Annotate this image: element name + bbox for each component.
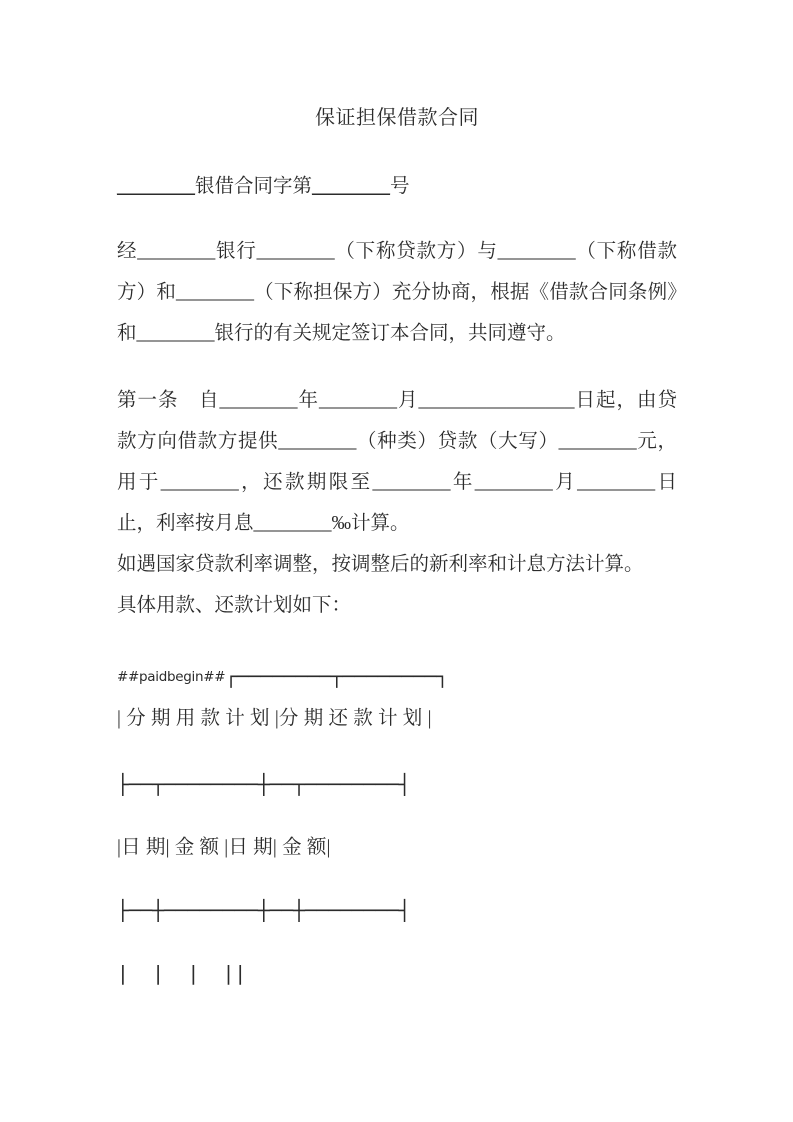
table-separator-lower: ├──┼────────┼──┼────────┤: [117, 899, 411, 922]
paragraph-article-1: 第一条 自________年________月________________日起，由贷款方向借款方提供________（种类）贷款（大写）________元，用于________，还款期限至________年________月________日止，利率按月息________‰计算。: [117, 390, 677, 534]
table-marker-row: [117, 656, 677, 698]
contract-number-blank-suffix: ________: [312, 176, 391, 197]
contract-number-blank-prefix: ________: [117, 176, 195, 197]
page-title: 保证担保借款合同: [315, 107, 479, 129]
document-content: [117, 0, 677, 994]
table-column-header-row: |日 期| 金 额 |日 期| 金 额|: [117, 837, 331, 858]
table-top-border: ┌────────┬────────┐: [225, 665, 449, 688]
contract-number-label-1: 银借合同字第: [195, 176, 313, 197]
paragraph-article-1-plan-intro: 具体用款、还款计划如下：: [117, 595, 352, 616]
paragraph-preamble: 经________银行________（下称贷款方）与________（下称借款方）和________（下称担保方）充分协商，根据《借款合同条例》和________银行的有关规定签订本合同，共同遵守。: [117, 241, 677, 344]
installment-plan-table: [117, 656, 677, 994]
paragraph-article-1-continued: 如遇国家贷款利率调整，按调整后的新利率和计息方法计算。: [117, 554, 644, 575]
table-header-row: | 分 期 用 款 计 划 |分 期 还 款 计 划 |: [117, 708, 432, 729]
paidbegin-marker: ##paidbegin##: [117, 669, 226, 685]
table-separator-upper: ├──┬────────┼──┬────────┤: [117, 773, 411, 796]
contract-number-line: [117, 166, 677, 207]
table-empty-row: | | | ||: [117, 962, 247, 985]
contract-number-label-2: 号: [390, 176, 410, 197]
